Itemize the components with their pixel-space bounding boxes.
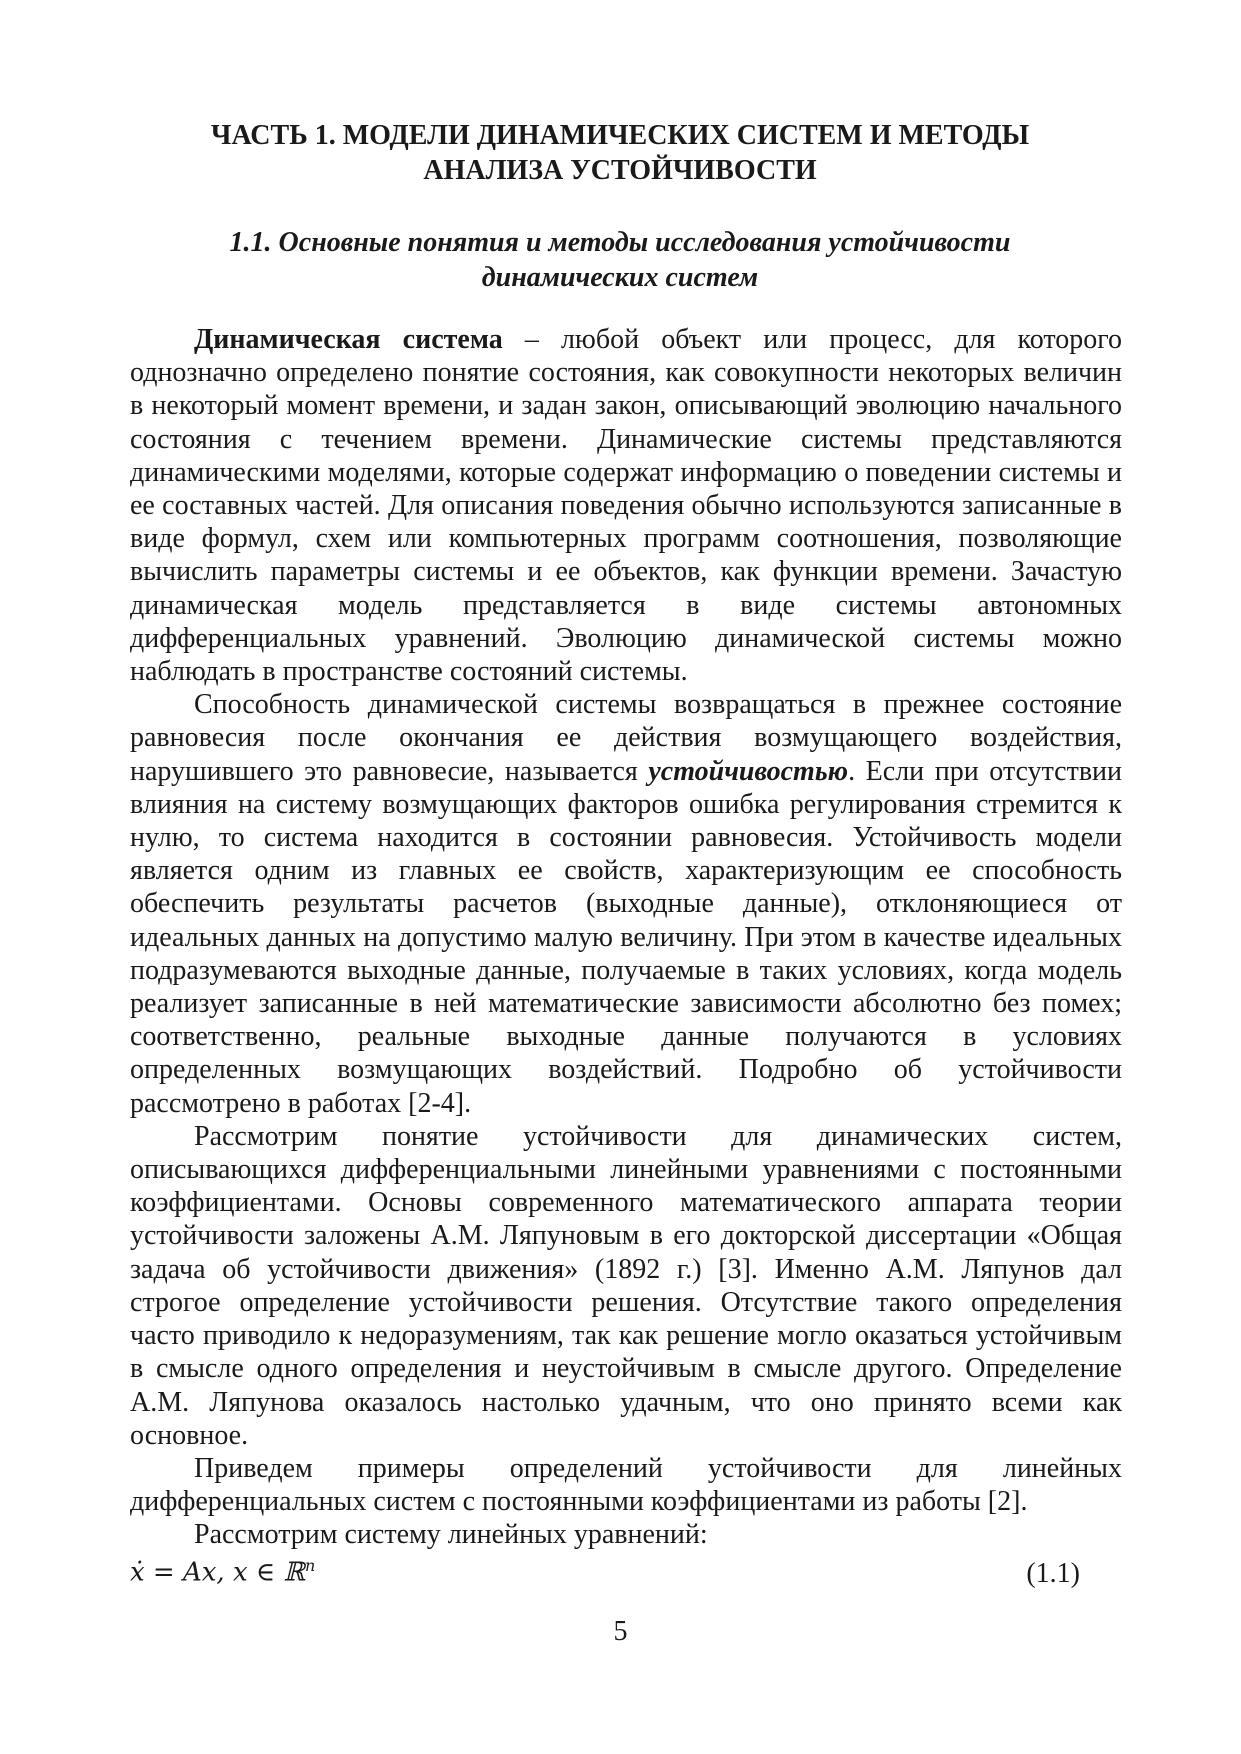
- paragraph-1: [130, 323, 1122, 688]
- paragraph-2-text-after: . Если при отсутствии влияния на систему возмущающих факторов ошибка регулирования стремится к нулю, то система находится в состоянии равновесия. Устойчивость модели является одним из главных ее свойств, характеризующим ее способность обеспечить результаты расчетов (выходные данные), отклоняющиеся от идеальных данных на допустимо малую величину. При этом в качестве идеальных подразумеваются выходные данные, получаемые в таких условиях, когда модель реализует записанные в ней математические зависимости абсолютно без помех; соответственно, реальные выходные данные получаются в условиях определенных возмущающих воздействий. Подробно об устойчивости рассмотрено в работах [2-4].: [130, 755, 1123, 1119]
- equation-formula-main: ẋ = Ax, x ∈ ℝ: [130, 1557, 305, 1588]
- chapter-title-line-1: ЧАСТЬ 1. МОДЕЛИ ДИНАМИЧЕСКИХ СИСТЕМ И МЕТОДЫ: [210, 120, 1030, 151]
- paragraph-5: Рассмотрим систему линейных уравнений:: [194, 1519, 708, 1551]
- paragraph-4: Приведем примеры определений устойчивости для линейных дифференциальных систем с постоянными коэффициентами из работы [2].: [130, 1452, 1122, 1518]
- section-title: [120, 225, 1120, 295]
- paragraph-2-text-before: Способность динамической системы возвращаться в прежнее состояние равновесия после окончания ее действия возмущающего воздействия, нарушившего это равновесие, называется: [130, 689, 1122, 787]
- section-title-line-1: 1.1. Основные понятия и методы исследования устойчивости: [229, 227, 1011, 258]
- term-stability: устойчивостью: [648, 755, 849, 787]
- equation-formula-sup: n: [305, 1556, 316, 1575]
- page-number: 5: [613, 1616, 628, 1647]
- section-title-line-2: динамических систем: [481, 262, 759, 293]
- term-dynamic-system: Динамическая система: [194, 324, 503, 355]
- chapter-title-line-2: АНАЛИЗА УСТОЙЧИВОСТИ: [423, 155, 817, 186]
- body-text: [130, 323, 1122, 1552]
- equation-line: [130, 1554, 1080, 1594]
- chapter-title: [120, 118, 1120, 188]
- paragraph-1-text: – любой объект или процесс, для которого однозначно определено понятие состояния, как совокупности некоторых величин в некоторый момент времени, и задан закон, описывающий эволюцию начального состояния с течением времени. Динамические системы представляются динамическими моделями, которые содержат информацию о поведении системы и ее составных частей. Для описания поведения обычно используются записанные в виде формул, схем или компьютерных программ соотношения, позволяющие вычислить параметры системы и ее объектов, как функции времени. Зачастую динамическая модель представляется в виде системы автономных дифференциальных уравнений. Эволюцию динамической системы можно наблюдать в пространстве состояний системы.: [130, 324, 1122, 688]
- paragraph-2: [130, 688, 1122, 1120]
- paragraph-3: Рассмотрим понятие устойчивости для динамических систем, описывающихся дифференциальными линейными уравнениями с постоянными коэффициентами. Основы современного математического аппарата теории устойчивости заложены А.М. Ляпуновым в его докторской диссертации «Общая задача об устойчивости движения» (1892 г.) [3]. Именно А.М. Ляпунов дал строгое определение устойчивости решения. Отсутствие такого определения часто приводило к недоразумениям, так как решение могло оказаться устойчивым в смысле одного определения и неустойчивым в смысле другого. Определение А.М. Ляпунова оказалось настолько удачным, что оно принято всеми как основное.: [130, 1120, 1122, 1451]
- equation-formula: [130, 1556, 315, 1588]
- equation-number: (1.1): [1026, 1558, 1080, 1589]
